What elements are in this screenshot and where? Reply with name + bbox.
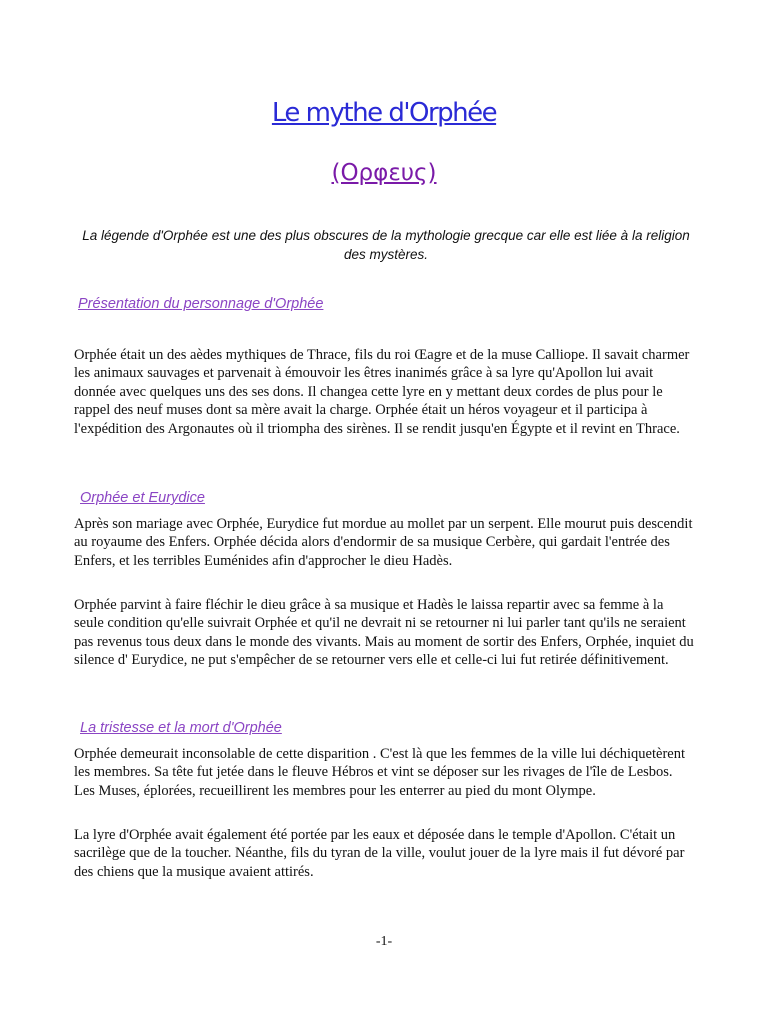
- section-heading-presentation: Présentation du personnage d'Orphée: [78, 296, 324, 312]
- section-heading-eurydice: Orphée et Eurydice: [80, 490, 205, 506]
- section-paragraph: Orphée demeurait inconsolable de cette disparition . C'est là que les femmes de la ville lui déchiquetèrent les membres. Sa tête fut jetée dans le fleuve Hébros et vint se déposer sur les rivages de l'île de Lesbos. Les Muses, éplorées, recueillirent les membres pour les enterrer au pied du mont Olympe.: [74, 746, 685, 799]
- section-paragraph: La lyre d'Orphée avait également été portée par les eaux et déposée dans le temple d'Apollon. C'était un sacrilège que de la toucher. Néanthe, fils du tyran de la ville, voulut jouer de la lyre mais il fut dévoré par des chiens que la musique avaient attirés.: [74, 827, 685, 880]
- page-number: -1-: [375, 934, 393, 949]
- document-subtitle: (Ορφευς): [331, 160, 437, 186]
- section-paragraph: Orphée parvint à faire fléchir le dieu grâce à sa musique et Hadès le laissa repartir avec sa femme à la seule condition qu'elle suivrait Orphée et qu'il ne devrait ni se retourner ni lui parler tant qu'ils ne seraient pas revenus tous deux dans le monde des vivants. Mais au moment de sortir des Enfers, Orphée, inquiet du silence d' Eurydice, ne put s'empêcher de se retourner vers elle et celle-ci lui fut retirée définitivement.: [74, 597, 694, 669]
- section-paragraph: Après son mariage avec Orphée, Eurydice fut mordue au mollet par un serpent. Elle mourut puis descendit au royaume des Enfers. Orphée décida alors d'endormir de sa musique Cerbère, qui gardait l'entrée des Enfers, et les terribles Euménides afin d'approcher le dieu Hadès.: [74, 516, 693, 569]
- intro-paragraph: La légende d'Orphée est une des plus obscures de la mythologie grecque car elle est liée à la religion des mystères.: [82, 228, 690, 262]
- section-heading-mort: La tristesse et la mort d'Orphée: [80, 720, 282, 736]
- document-title: Le mythe d'Orphée: [271, 98, 497, 128]
- section-paragraph: Orphée était un des aèdes mythiques de Thrace, fils du roi Œagre et de la muse Calliope. Il savait charmer les animaux sauvages et parvenait à émouvoir les êtres inanimés grâce à sa lyre qu'Apollon lui avait donnée avec quelques uns des ses dons. Il changea cette lyre en y mettant deux cordes de plus pour le rappel des neuf muses dont sa mère avait la charge. Orphée était un héros voyageur et il participa à l'expédition des Argonautes où il triompha des sirènes. Il se rendit jusqu'en Égypte et il revint en Thrace.: [74, 347, 690, 437]
